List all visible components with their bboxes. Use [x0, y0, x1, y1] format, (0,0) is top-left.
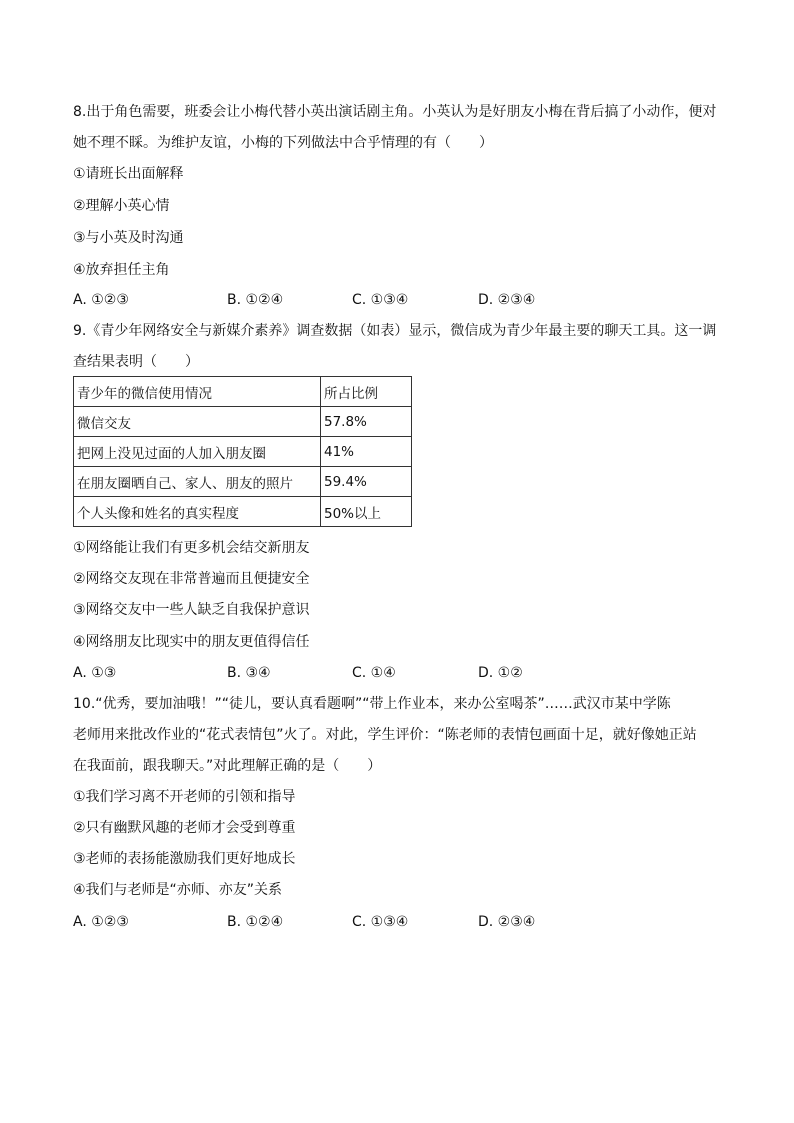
table-cell: 把网上没见过面的人加入朋友圈 — [74, 437, 321, 467]
q8-option-b: B. ①②④ — [227, 292, 284, 308]
table-cell: 在朋友圈晒自己、家人、朋友的照片 — [74, 467, 321, 497]
q10-option-b: B. ①②④ — [227, 914, 284, 930]
q10-option-a: A. ①②③ — [73, 914, 129, 930]
q8-item-1: ①请班长出面解释 — [73, 166, 184, 182]
q8-item-2: ②理解小英心情 — [73, 198, 170, 214]
table-row — [74, 467, 412, 497]
q8-item-4: ④放弃担任主角 — [73, 262, 170, 278]
table-cell: 个人头像和姓名的真实程度 — [74, 497, 321, 527]
q10-item-3: ③老师的表扬能激励我们更好地成长 — [73, 851, 296, 867]
q8-item-3: ③与小英及时沟通 — [73, 230, 184, 246]
q9-item-2: ②网络交友现在非常普遍而且便捷安全 — [73, 571, 310, 587]
q8-stem-line-2: 她不理不睬。为维护友谊，小梅的下列做法中合乎情理的有（ ） — [73, 135, 493, 151]
q8-option-a: A. ①②③ — [73, 292, 129, 308]
q10-option-c: C. ①③④ — [352, 914, 409, 930]
q9-option-b: B. ③④ — [227, 665, 271, 681]
q8-stem-line-1: 8.出于角色需要，班委会让小梅代替小英出演话剧主角。小英认为是好朋友小梅在背后搞了小动作，便对 — [73, 104, 717, 120]
survey-table — [73, 376, 412, 527]
q9-item-1: ①网络能让我们有更多机会结交新朋友 — [73, 540, 310, 556]
q9-option-c: C. ①④ — [352, 665, 396, 681]
q9-stem-line-2: 查结果表明（ ） — [73, 354, 199, 370]
table-header-cell: 青少年的微信使用情况 — [74, 377, 321, 407]
table-header-cell: 所占比例 — [321, 377, 412, 407]
q10-item-2: ②只有幽默风趣的老师才会受到尊重 — [73, 820, 296, 836]
q10-stem-line-1: 10.“优秀，要加油哦！”“徒儿，要认真看题啊”“带上作业本，来办公室喝茶”……武汉市某中学陈 — [73, 696, 671, 712]
q8-option-d: D. ②③④ — [478, 292, 536, 308]
q10-stem-line-3: 在我面前，跟我聊天。”对此理解正确的是（ ） — [73, 758, 382, 774]
q8-option-c: C. ①③④ — [352, 292, 409, 308]
table-row — [74, 407, 412, 437]
q9-item-4: ④网络朋友比现实中的朋友更值得信任 — [73, 634, 310, 650]
table-header-row — [74, 377, 412, 407]
table-row — [74, 497, 412, 527]
table-cell: 57.8% — [321, 407, 412, 437]
q9-option-d: D. ①② — [478, 665, 523, 681]
table-cell: 50%以上 — [321, 497, 412, 527]
q10-option-d: D. ②③④ — [478, 914, 536, 930]
q9-option-a: A. ①③ — [73, 665, 117, 681]
table-cell: 41% — [321, 437, 412, 467]
q9-stem-line-1: 9.《青少年网络安全与新媒介素养》调查数据（如表）显示，微信成为青少年最主要的聊天工具。这一调 — [73, 323, 717, 339]
table-cell: 微信交友 — [74, 407, 321, 437]
table-cell: 59.4% — [321, 467, 412, 497]
q10-item-1: ①我们学习离不开老师的引领和指导 — [73, 789, 296, 805]
q10-stem-line-2: 老师用来批改作业的“花式表情包”火了。对此，学生评价：“陈老师的表情包画面十足，就好像她正站 — [73, 727, 697, 743]
q9-item-3: ③网络交友中一些人缺乏自我保护意识 — [73, 602, 310, 618]
table-row — [74, 437, 412, 467]
q10-item-4: ④我们与老师是“亦师、亦友”关系 — [73, 882, 283, 898]
